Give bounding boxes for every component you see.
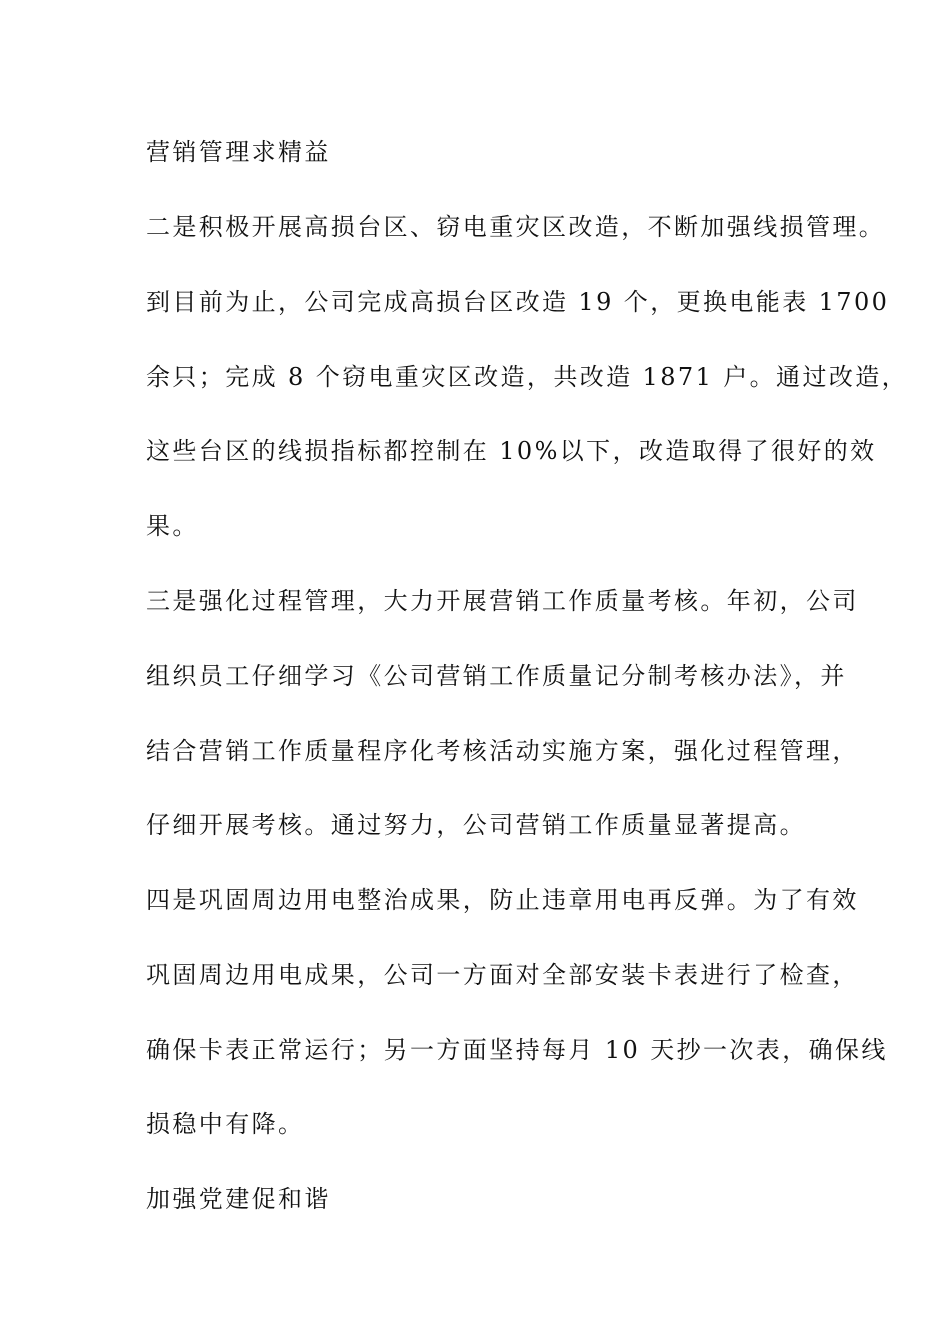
paragraph-line: 损稳中有降。 xyxy=(146,1110,305,1138)
paragraph-line: 组织员工仔细学习《公司营销工作质量记分制考核办法》，并 xyxy=(146,662,847,690)
paragraph-line: 巩固周边用电成果，公司一方面对全部安装卡表进行了检查， xyxy=(146,961,859,989)
paragraph-line: 到目前为止，公司完成高损台区改造 19 个，更换电能表 1700 xyxy=(146,288,890,316)
paragraph-line: 余只；完成 8 个窃电重灾区改造，共改造 1871 户。通过改造， xyxy=(146,363,909,391)
paragraph-line: 仔细开展考核。通过努力，公司营销工作质量显著提高。 xyxy=(146,811,806,839)
paragraph-line: 四是巩固周边用电整治成果，防止违章用电再反弹。为了有效 xyxy=(146,886,859,914)
paragraph-line: 这些台区的线损指标都控制在 10%以下，改造取得了很好的效 xyxy=(146,437,877,465)
paragraph-line: 果。 xyxy=(146,512,199,540)
paragraph-line: 确保卡表正常运行；另一方面坚持每月 10 天抄一次表，确保线 xyxy=(146,1036,888,1064)
paragraph-line: 二是积极开展高损台区、窃电重灾区改造，不断加强线损管理。 xyxy=(146,213,886,241)
section-heading-party-building: 加强党建促和谐 xyxy=(146,1185,331,1213)
section-heading-marketing: 营销管理求精益 xyxy=(146,138,331,166)
paragraph-line: 结合营销工作质量程序化考核活动实施方案，强化过程管理， xyxy=(146,737,859,765)
paragraph-line: 三是强化过程管理，大力开展营销工作质量考核。年初，公司 xyxy=(146,587,859,615)
